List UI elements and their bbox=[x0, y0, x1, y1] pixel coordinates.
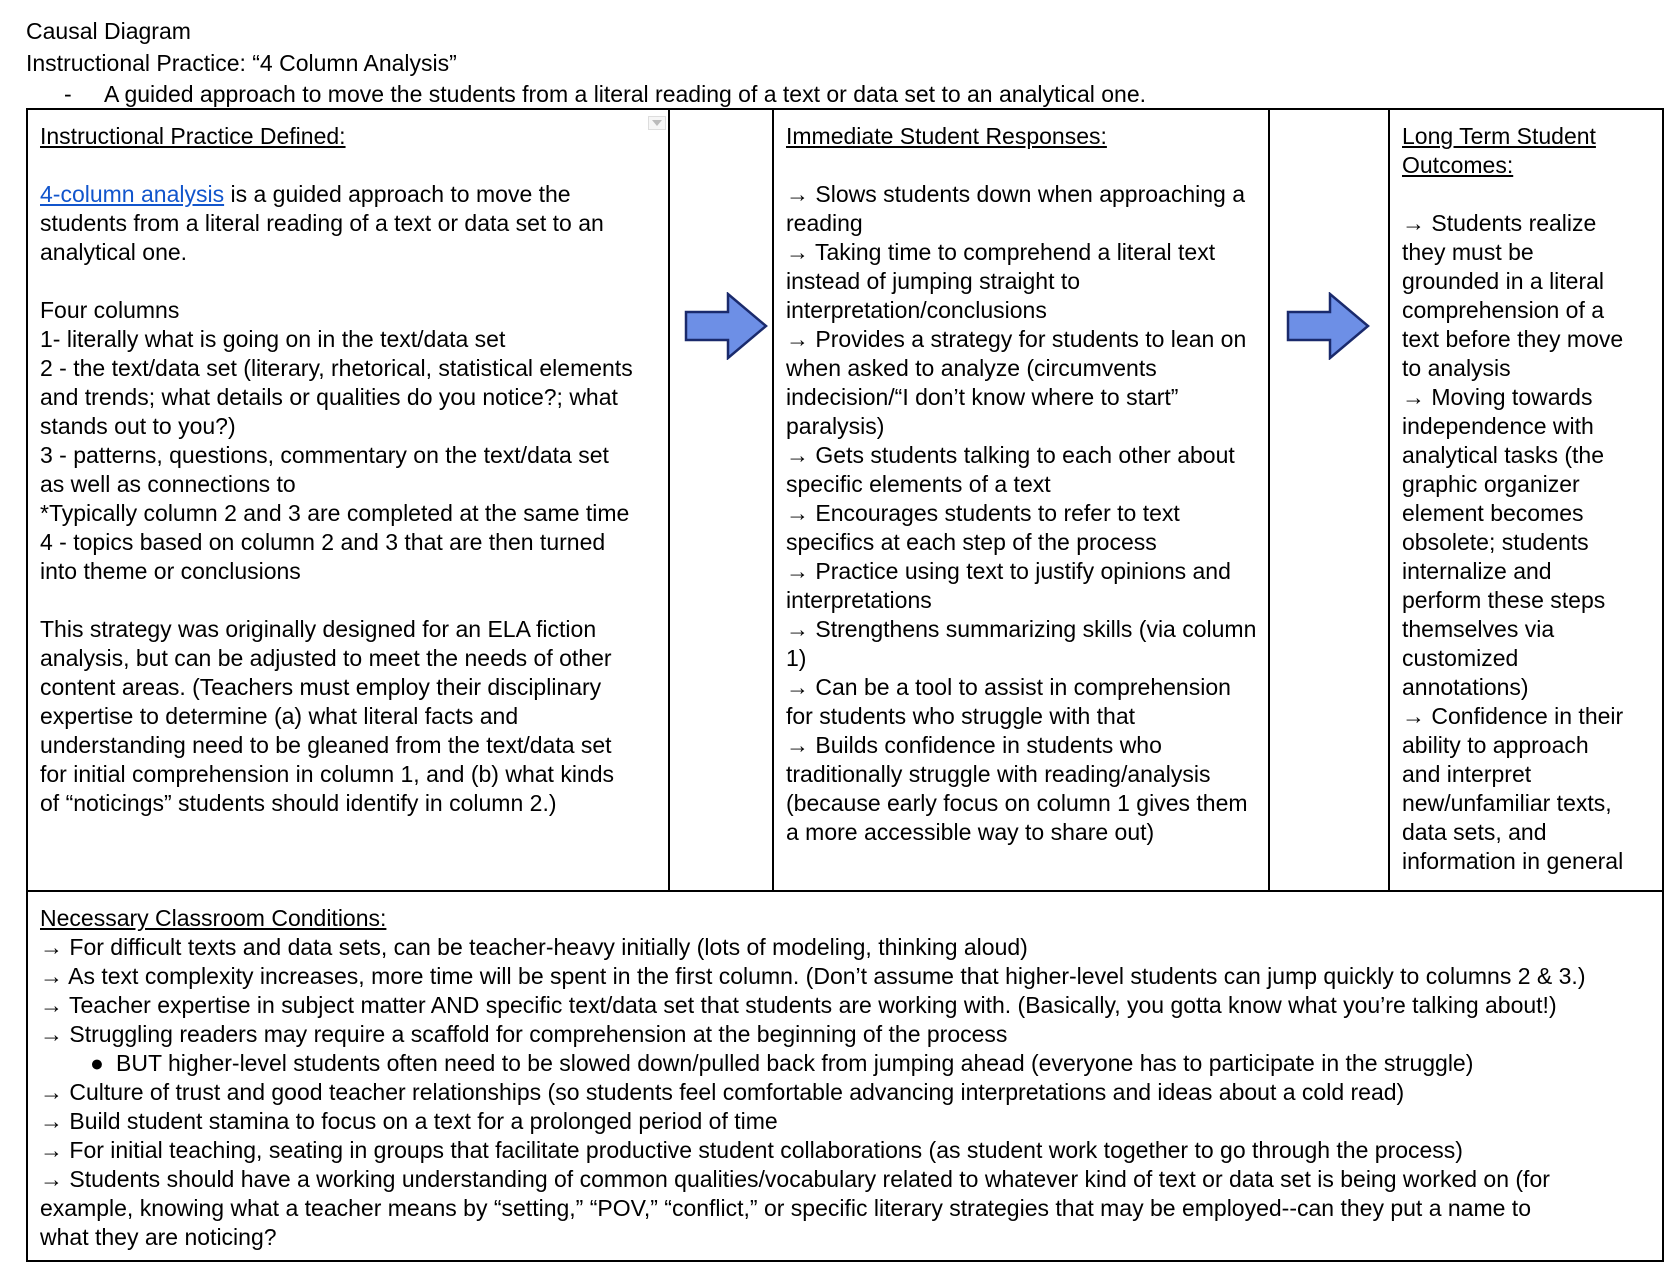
dropdown-icon[interactable] bbox=[648, 116, 666, 130]
condition-line: what they are noticing? bbox=[40, 1224, 277, 1250]
outcome-line: graphic organizer bbox=[1402, 471, 1580, 497]
sub-bullet-text: BUT higher-level students often need to be slowed down/pulled back from jumping ahead (everyone has to participate in the struggle) bbox=[116, 1050, 1474, 1076]
response-line: interpretation/conclusions bbox=[786, 297, 1047, 323]
outcome-line: customized bbox=[1402, 645, 1519, 671]
outcome-line: annotations) bbox=[1402, 674, 1529, 700]
columns-line: and trends; what details or qualities do you notice?; what bbox=[40, 384, 618, 410]
right-arrow-icon bbox=[684, 292, 770, 360]
columns-line: 4 - topics based on column 2 and 3 that are then turned bbox=[40, 529, 606, 555]
columns-line: stands out to you?) bbox=[40, 413, 236, 439]
right-arrow-icon bbox=[1286, 292, 1372, 360]
outcome-line: information in general bbox=[1402, 848, 1624, 874]
immediate-responses-text bbox=[786, 122, 1256, 847]
outcome-line: internalize and bbox=[1402, 558, 1552, 584]
arrow-cell bbox=[670, 110, 772, 890]
classroom-conditions-text bbox=[40, 904, 1585, 1252]
immediate-responses-heading: Immediate Student Responses: bbox=[786, 123, 1107, 149]
condition-line: → For difficult texts and data sets, can be teacher-heavy initially (lots of modeling, thinking aloud) bbox=[40, 934, 1028, 960]
response-line: → Gets students talking to each other about bbox=[786, 442, 1235, 468]
outcome-line: new/unfamiliar texts, bbox=[1402, 790, 1612, 816]
columns-line: Four columns bbox=[40, 297, 180, 323]
classroom-conditions-box[interactable] bbox=[26, 890, 1664, 1262]
columns-line: *Typically column 2 and 3 are completed at the same time bbox=[40, 500, 630, 526]
long-term-outcomes-heading: Outcomes: bbox=[1402, 152, 1514, 178]
classroom-conditions-heading: Necessary Classroom Conditions: bbox=[40, 905, 387, 931]
closing-line: This strategy was originally designed for an ELA fiction bbox=[40, 616, 597, 642]
outcome-line: ability to approach bbox=[1402, 732, 1589, 758]
response-line: specific elements of a text bbox=[786, 471, 1051, 497]
outcome-line: independence with bbox=[1402, 413, 1594, 439]
response-line: → Strengthens summarizing skills (via column bbox=[786, 616, 1257, 642]
bullet-dot-icon: ● bbox=[90, 1050, 104, 1076]
closing-line: understanding need to be gleaned from the text/data set bbox=[40, 732, 612, 758]
response-line: reading bbox=[786, 210, 863, 236]
page-title: Causal Diagram bbox=[26, 18, 191, 44]
outcome-line: → Students realize bbox=[1402, 210, 1597, 236]
outcome-line: grounded in a literal bbox=[1402, 268, 1605, 294]
response-line: → Provides a strategy for students to lean on bbox=[786, 326, 1247, 352]
causal-diagram-table bbox=[26, 108, 1664, 892]
response-line: specifics at each step of the process bbox=[786, 529, 1157, 555]
response-line: → Taking time to comprehend a literal text bbox=[786, 239, 1216, 265]
long-term-outcomes-cell[interactable] bbox=[1390, 110, 1662, 890]
outcome-line: comprehension of a bbox=[1402, 297, 1605, 323]
outcome-line: → Moving towards bbox=[1402, 384, 1593, 410]
closing-line: analysis, but can be adjusted to meet the needs of other bbox=[40, 645, 612, 671]
condition-line: → Build student stamina to focus on a text for a prolonged period of time bbox=[40, 1108, 778, 1134]
response-line: for students who struggle with that bbox=[786, 703, 1136, 729]
condition-line: example, knowing what a teacher means by “setting,” “POV,” “conflict,” or specific literary strategies that may be employed--can they put a name to bbox=[40, 1195, 1531, 1221]
response-line: → Builds confidence in students who bbox=[786, 732, 1162, 758]
response-line: a more accessible way to share out) bbox=[786, 819, 1155, 845]
instructional-practice-text bbox=[40, 122, 633, 818]
columns-line: 3 - patterns, questions, commentary on the text/data set bbox=[40, 442, 609, 468]
response-line: indecision/“I don’t know where to start” bbox=[786, 384, 1179, 410]
outcome-line: and interpret bbox=[1402, 761, 1532, 787]
response-line: paralysis) bbox=[786, 413, 885, 439]
practice-description-text: A guided approach to move the students from a literal reading of a text or data set to an analytical one. bbox=[104, 81, 1147, 107]
instructional-practice-cell[interactable] bbox=[28, 110, 668, 890]
intro-line: analytical one. bbox=[40, 239, 188, 265]
long-term-outcomes-heading: Long Term Student bbox=[1402, 123, 1596, 149]
outcome-line: → Confidence in their bbox=[1402, 703, 1624, 729]
columns-line: 1- literally what is going on in the text/data set bbox=[40, 326, 506, 352]
outcome-line: obsolete; students bbox=[1402, 529, 1589, 555]
response-line: interpretations bbox=[786, 587, 932, 613]
condition-line: → Struggling readers may require a scaffold for comprehension at the beginning of the process bbox=[40, 1021, 1008, 1047]
arrow-cell bbox=[1270, 110, 1388, 890]
closing-line: for initial comprehension in column 1, and (b) what kinds bbox=[40, 761, 615, 787]
outcome-line: they must be bbox=[1402, 239, 1534, 265]
response-line: → Encourages students to refer to text bbox=[786, 500, 1180, 526]
response-line: (because early focus on column 1 gives them bbox=[786, 790, 1248, 816]
closing-line: content areas. (Teachers must employ their disciplinary bbox=[40, 674, 602, 700]
response-line: instead of jumping straight to bbox=[786, 268, 1081, 294]
condition-line: → For initial teaching, seating in groups that facilitate productive student collaborations (as student work together to go through the process) bbox=[40, 1137, 1463, 1163]
four-column-analysis-link[interactable]: 4-column analysis bbox=[40, 181, 225, 207]
outcome-line: element becomes bbox=[1402, 500, 1584, 526]
immediate-responses-cell[interactable] bbox=[774, 110, 1268, 890]
outcome-line: perform these steps bbox=[1402, 587, 1606, 613]
outcome-line: analytical tasks (the bbox=[1402, 442, 1604, 468]
outcome-line: to analysis bbox=[1402, 355, 1511, 381]
response-line: → Practice using text to justify opinions and bbox=[786, 558, 1231, 584]
response-line: when asked to analyze (circumvents bbox=[786, 355, 1157, 381]
dash-bullet: - bbox=[64, 81, 72, 107]
condition-line: → As text complexity increases, more time will be spent in the first column. (Don’t assume that higher-level students can jump quickly to columns 2 & 3.) bbox=[40, 963, 1586, 989]
instructional-practice-heading: Instructional Practice Defined: bbox=[40, 123, 346, 149]
outcome-line: data sets, and bbox=[1402, 819, 1547, 845]
closing-line: expertise to determine (a) what literal facts and bbox=[40, 703, 519, 729]
response-line: → Can be a tool to assist in comprehension bbox=[786, 674, 1231, 700]
condition-line: → Students should have a working understanding of common qualities/vocabulary related to whatever kind of text or data set is being worked on (for bbox=[40, 1166, 1550, 1192]
condition-sub-bullet bbox=[40, 1049, 1585, 1078]
response-line: traditionally struggle with reading/analysis bbox=[786, 761, 1211, 787]
closing-line: of “noticings” students should identify in column 2.) bbox=[40, 790, 557, 816]
outcome-line: text before they move bbox=[1402, 326, 1624, 352]
columns-line: as well as connections to bbox=[40, 471, 296, 497]
columns-line: into theme or conclusions bbox=[40, 558, 301, 584]
practice-title: Instructional Practice: “4 Column Analysis” bbox=[26, 50, 457, 76]
long-term-outcomes-text bbox=[1402, 122, 1623, 876]
condition-line: → Culture of trust and good teacher relationships (so students feel comfortable advancing interpretations and ideas about a cold read) bbox=[40, 1079, 1405, 1105]
intro-line: is a guided approach to move the bbox=[224, 181, 571, 207]
columns-line: 2 - the text/data set (literary, rhetorical, statistical elements bbox=[40, 355, 633, 381]
condition-line: → Teacher expertise in subject matter AND specific text/data set that students are working with. (Basically, you gotta know what you’re talking about!) bbox=[40, 992, 1557, 1018]
response-line: 1) bbox=[786, 645, 807, 671]
response-line: → Slows students down when approaching a bbox=[786, 181, 1246, 207]
intro-line: students from a literal reading of a text or data set to an bbox=[40, 210, 604, 236]
outcome-line: themselves via bbox=[1402, 616, 1555, 642]
practice-description bbox=[64, 79, 1146, 109]
